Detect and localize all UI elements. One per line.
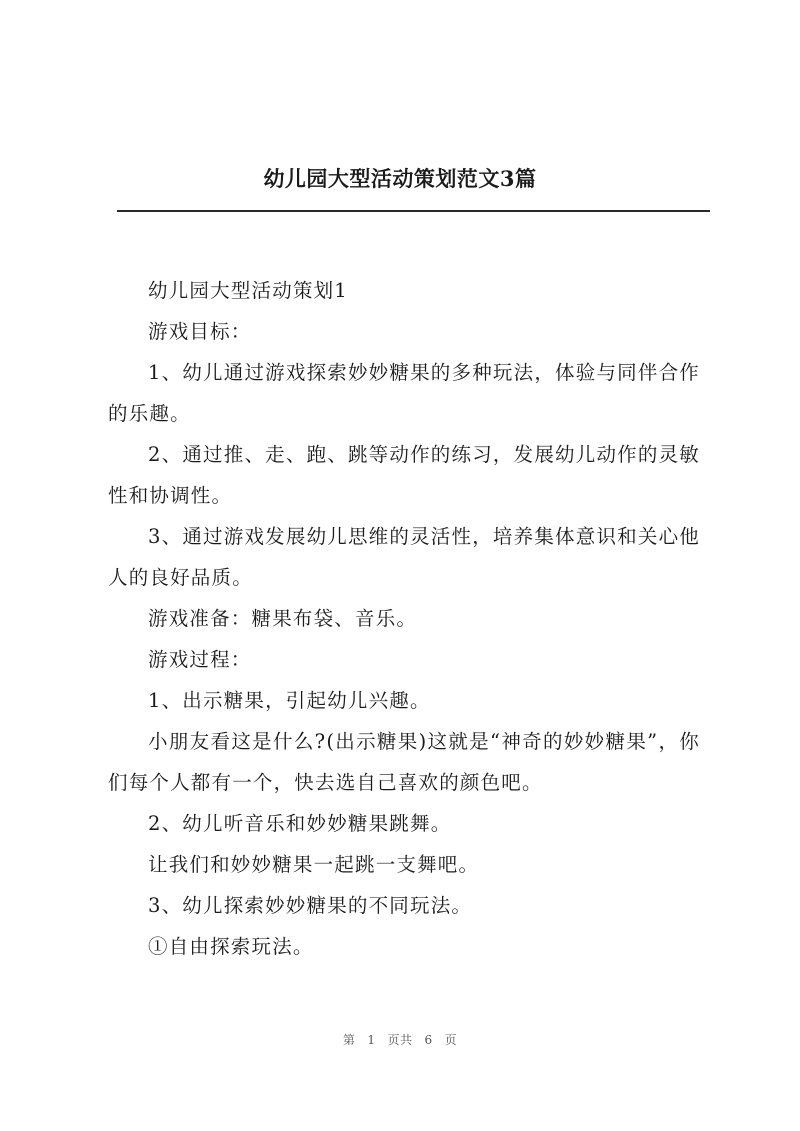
page-footer (0, 1031, 800, 1048)
paragraph: 2、通过推、走、跑、跳等动作的练习，发展幼儿动作的灵敏性和协调性。 (108, 443, 700, 507)
document-title: 幼儿园大型活动策划范文3篇 (263, 166, 537, 191)
footer-label-pages: 页 (444, 1033, 458, 1047)
paragraph: 1、幼儿通过游戏探索妙妙糖果的多种玩法，体验与同伴合作的乐趣。 (108, 361, 700, 425)
footer-label-of: 页共 (387, 1033, 413, 1047)
paragraph: 3、幼儿探索妙妙糖果的不同玩法。 (148, 894, 473, 917)
footer-total-pages: 6 (424, 1033, 433, 1047)
paragraph: 游戏目标： (148, 320, 252, 343)
paragraph: 游戏准备：糖果布袋、音乐。 (148, 607, 418, 630)
paragraph: 让我们和妙妙糖果一起跳一支舞吧。 (148, 853, 480, 876)
paragraph: 1、出示糖果，引起幼儿兴趣。 (148, 689, 431, 712)
section-heading: 幼儿园大型活动策划1 (148, 279, 348, 302)
paragraph: 3、通过游戏发展幼儿思维的灵活性，培养集体意识和关心他人的良好品质。 (108, 525, 700, 589)
paragraph: 2、幼儿听音乐和妙妙糖果跳舞。 (148, 812, 452, 835)
paragraph: ①自由探索玩法。 (148, 935, 314, 958)
paragraph: 小朋友看这是什么?(出示糖果)这就是“神奇的妙妙糖果”，你们每个人都有一个，快去选自己喜欢的颜色吧。 (108, 730, 700, 794)
footer-current-page: 1 (367, 1033, 376, 1047)
document-body (108, 270, 700, 967)
paragraph: 游戏过程： (148, 648, 252, 671)
footer-label-page: 第 (342, 1033, 356, 1047)
title-underline (117, 210, 710, 212)
